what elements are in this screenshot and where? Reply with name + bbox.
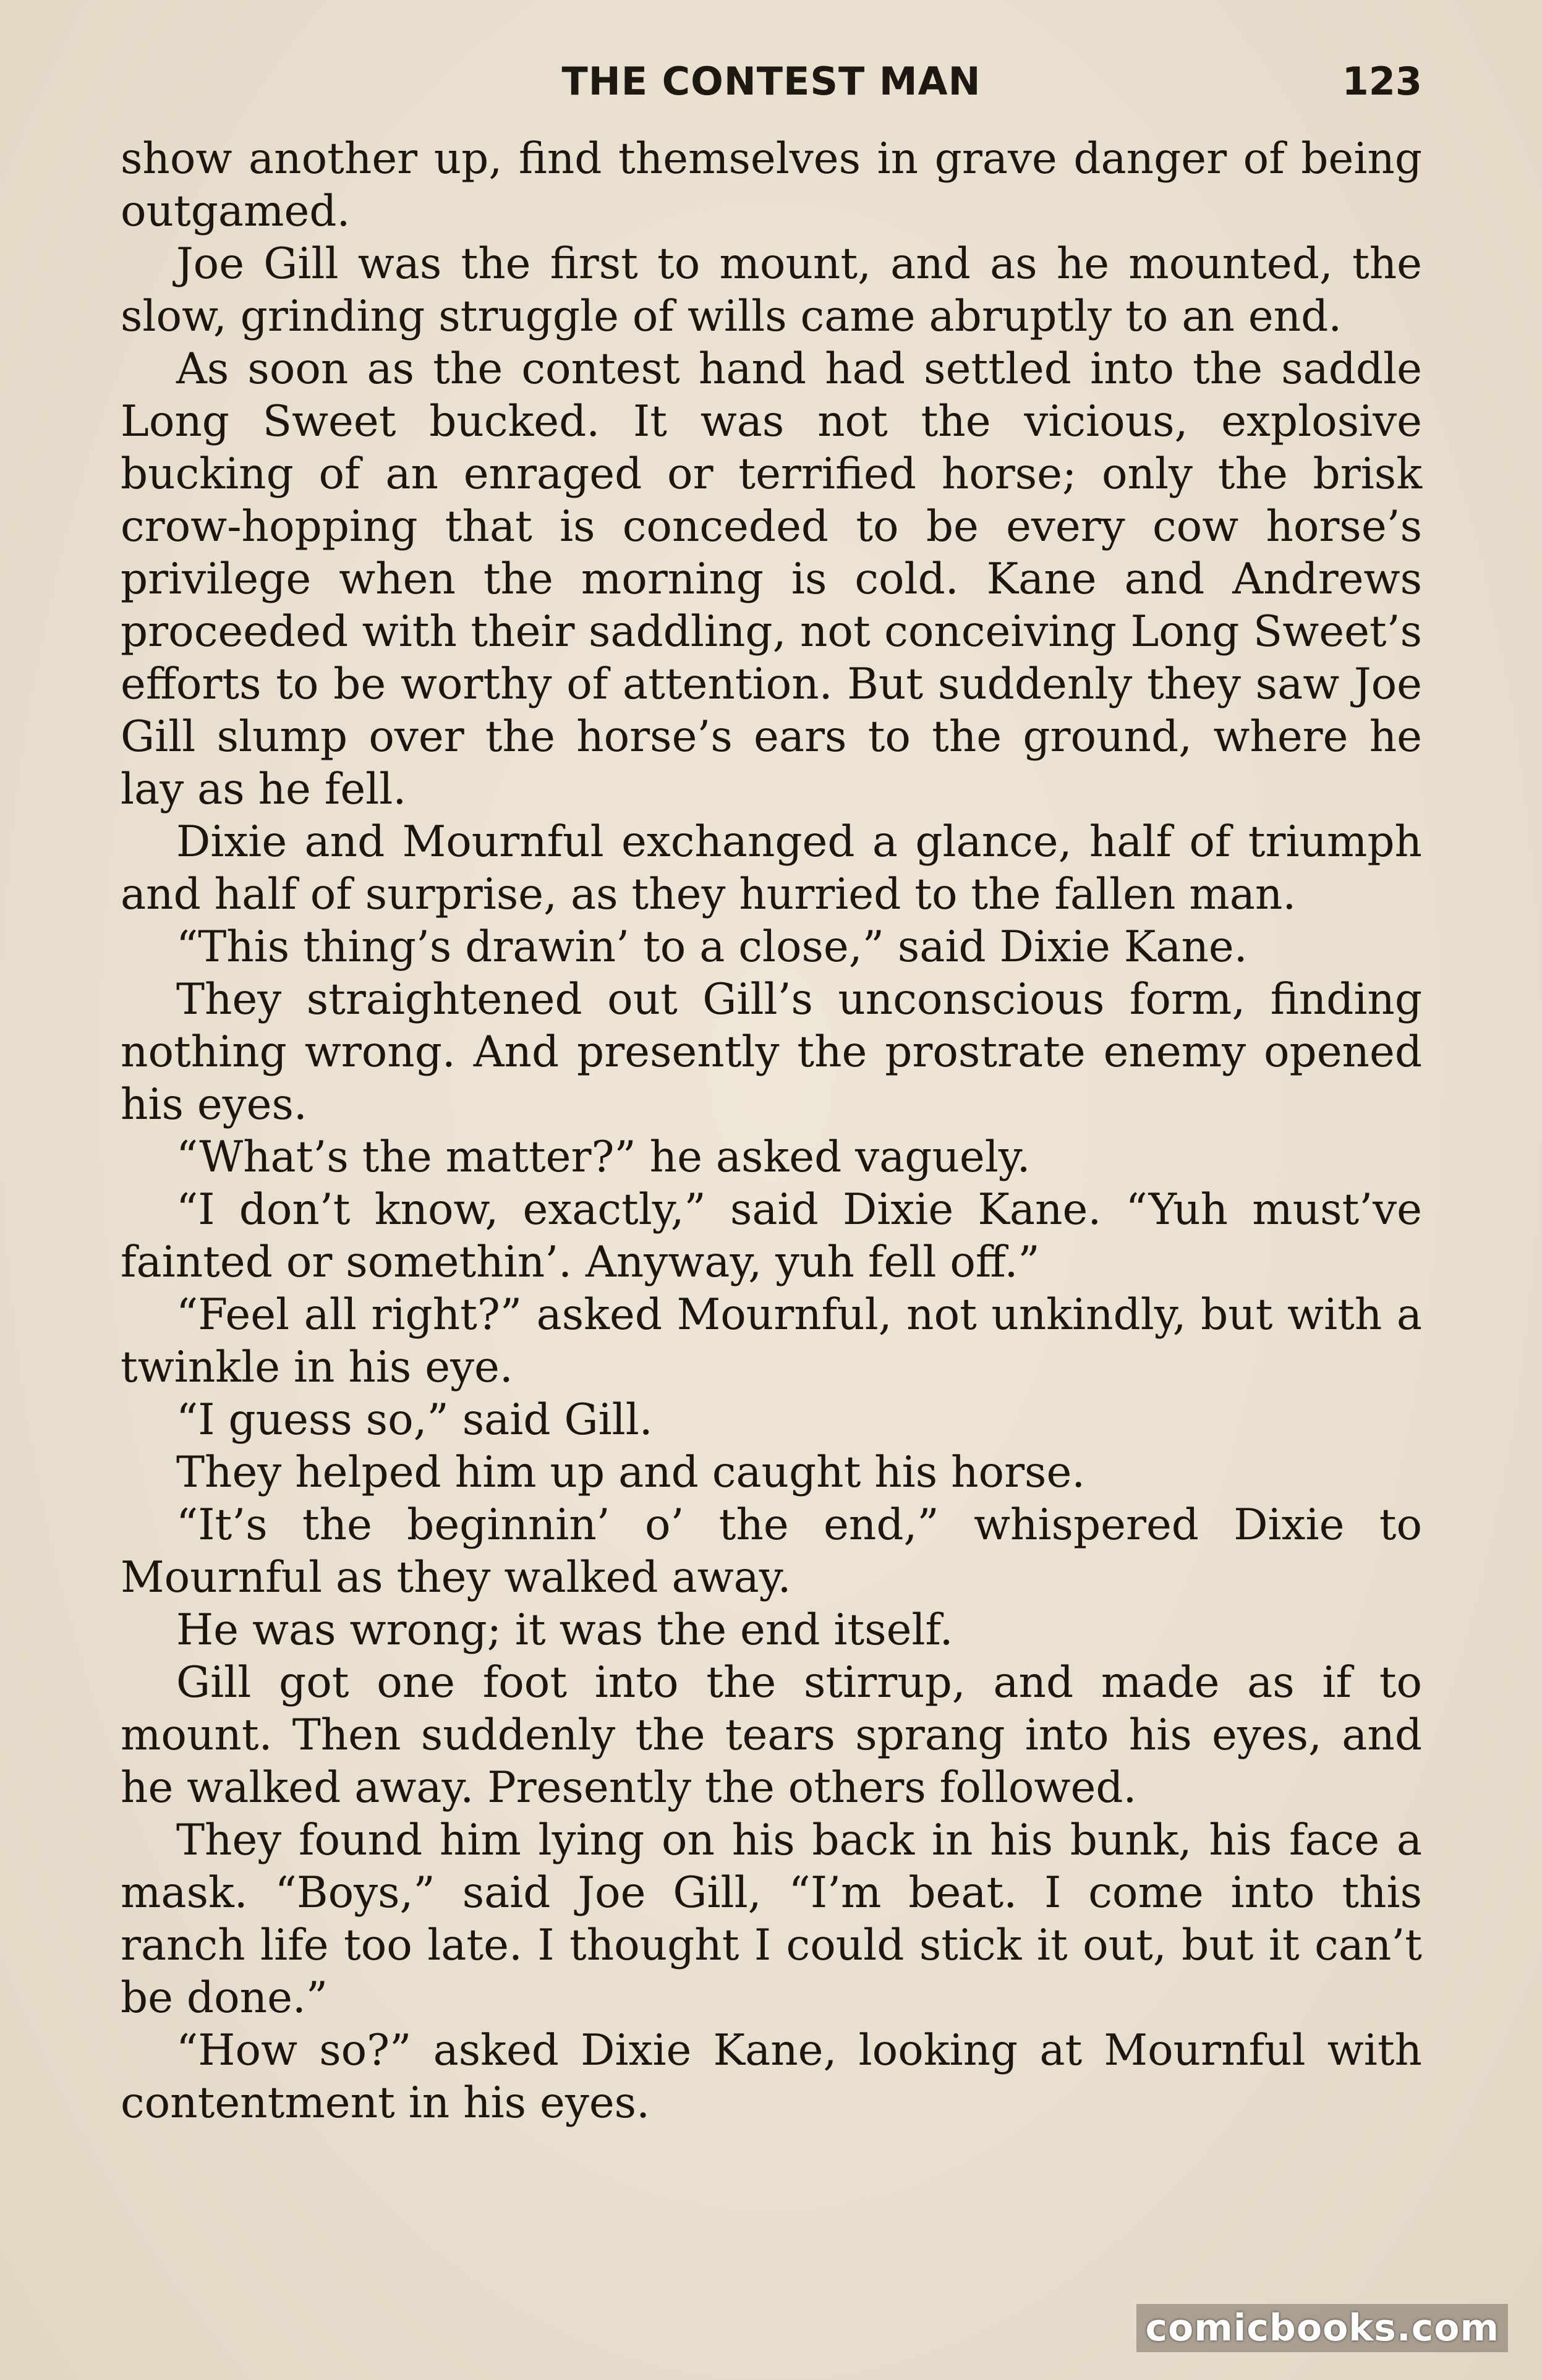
paragraph: They found him lying on his back in his bunk, his face a mask. “Boys,” said Joe Gill, “I’m beat. I come into this ranch life too late. I thought I could stick it out, but it can’t be done.”: [121, 1816, 1422, 2023]
body-text: [121, 133, 1422, 2130]
paragraph: “I don’t know, exactly,” said Dixie Kane. “Yuh must’ve fainted or somethin’. Anyway, yuh fell off.”: [121, 1185, 1422, 1287]
watermark: comicbooks.com: [1136, 2304, 1508, 2352]
running-head: THE CONTEST MAN: [561, 59, 981, 104]
page-header: [121, 59, 1422, 114]
paragraph: They straightened out Gill’s unconscious form, finding nothing wrong. And presently the prostrate enemy opened his eyes.: [121, 975, 1422, 1129]
paragraph: show another up, find themselves in grave danger of being outgamed.: [121, 134, 1422, 236]
paragraph: As soon as the contest hand had settled into the saddle Long Sweet bucked. It was not the vicious, explosive bucking of an enraged or terrified horse; only the brisk crow-hopping that is conceded to be every cow horse’s privilege when the morning is cold. Kane and Andrews proceeded with their saddling, not conceiving Long Sweet’s efforts to be worthy of attention. But suddenly they saw Joe Gill slump over the horse’s ears to the ground, where he lay as he fell.: [121, 344, 1422, 814]
paragraph: “Feel all right?” asked Mournful, not unkindly, but with a twinkle in his eye.: [121, 1290, 1422, 1392]
paragraph: “How so?” asked Dixie Kane, looking at Mournful with contentment in his eyes.: [121, 2026, 1422, 2128]
paragraph: Gill got one foot into the stirrup, and made as if to mount. Then suddenly the tears sprang into his eyes, and he walked away. Presently the others followed.: [121, 1658, 1422, 1813]
paragraph: He was wrong; it was the end itself.: [176, 1605, 953, 1655]
paragraph: “What’s the matter?” he asked vaguely.: [176, 1133, 1031, 1182]
paragraph: They helped him up and caught his horse.: [176, 1448, 1086, 1497]
paragraph: “It’s the beginnin’ o’ the end,” whispered Dixie to Mournful as they walked away.: [121, 1500, 1422, 1602]
paragraph: Dixie and Mournful exchanged a glance, half of triumph and half of surprise, as they hurried to the fallen man.: [121, 817, 1422, 919]
paragraph: “I guess so,” said Gill.: [176, 1395, 653, 1445]
paragraph: “This thing’s drawin’ to a close,” said Dixie Kane.: [176, 922, 1248, 972]
paragraph: Joe Gill was the first to mount, and as he mounted, the slow, grinding struggle of wills came abruptly to an end.: [121, 239, 1422, 341]
page-number: 123: [1342, 59, 1422, 104]
